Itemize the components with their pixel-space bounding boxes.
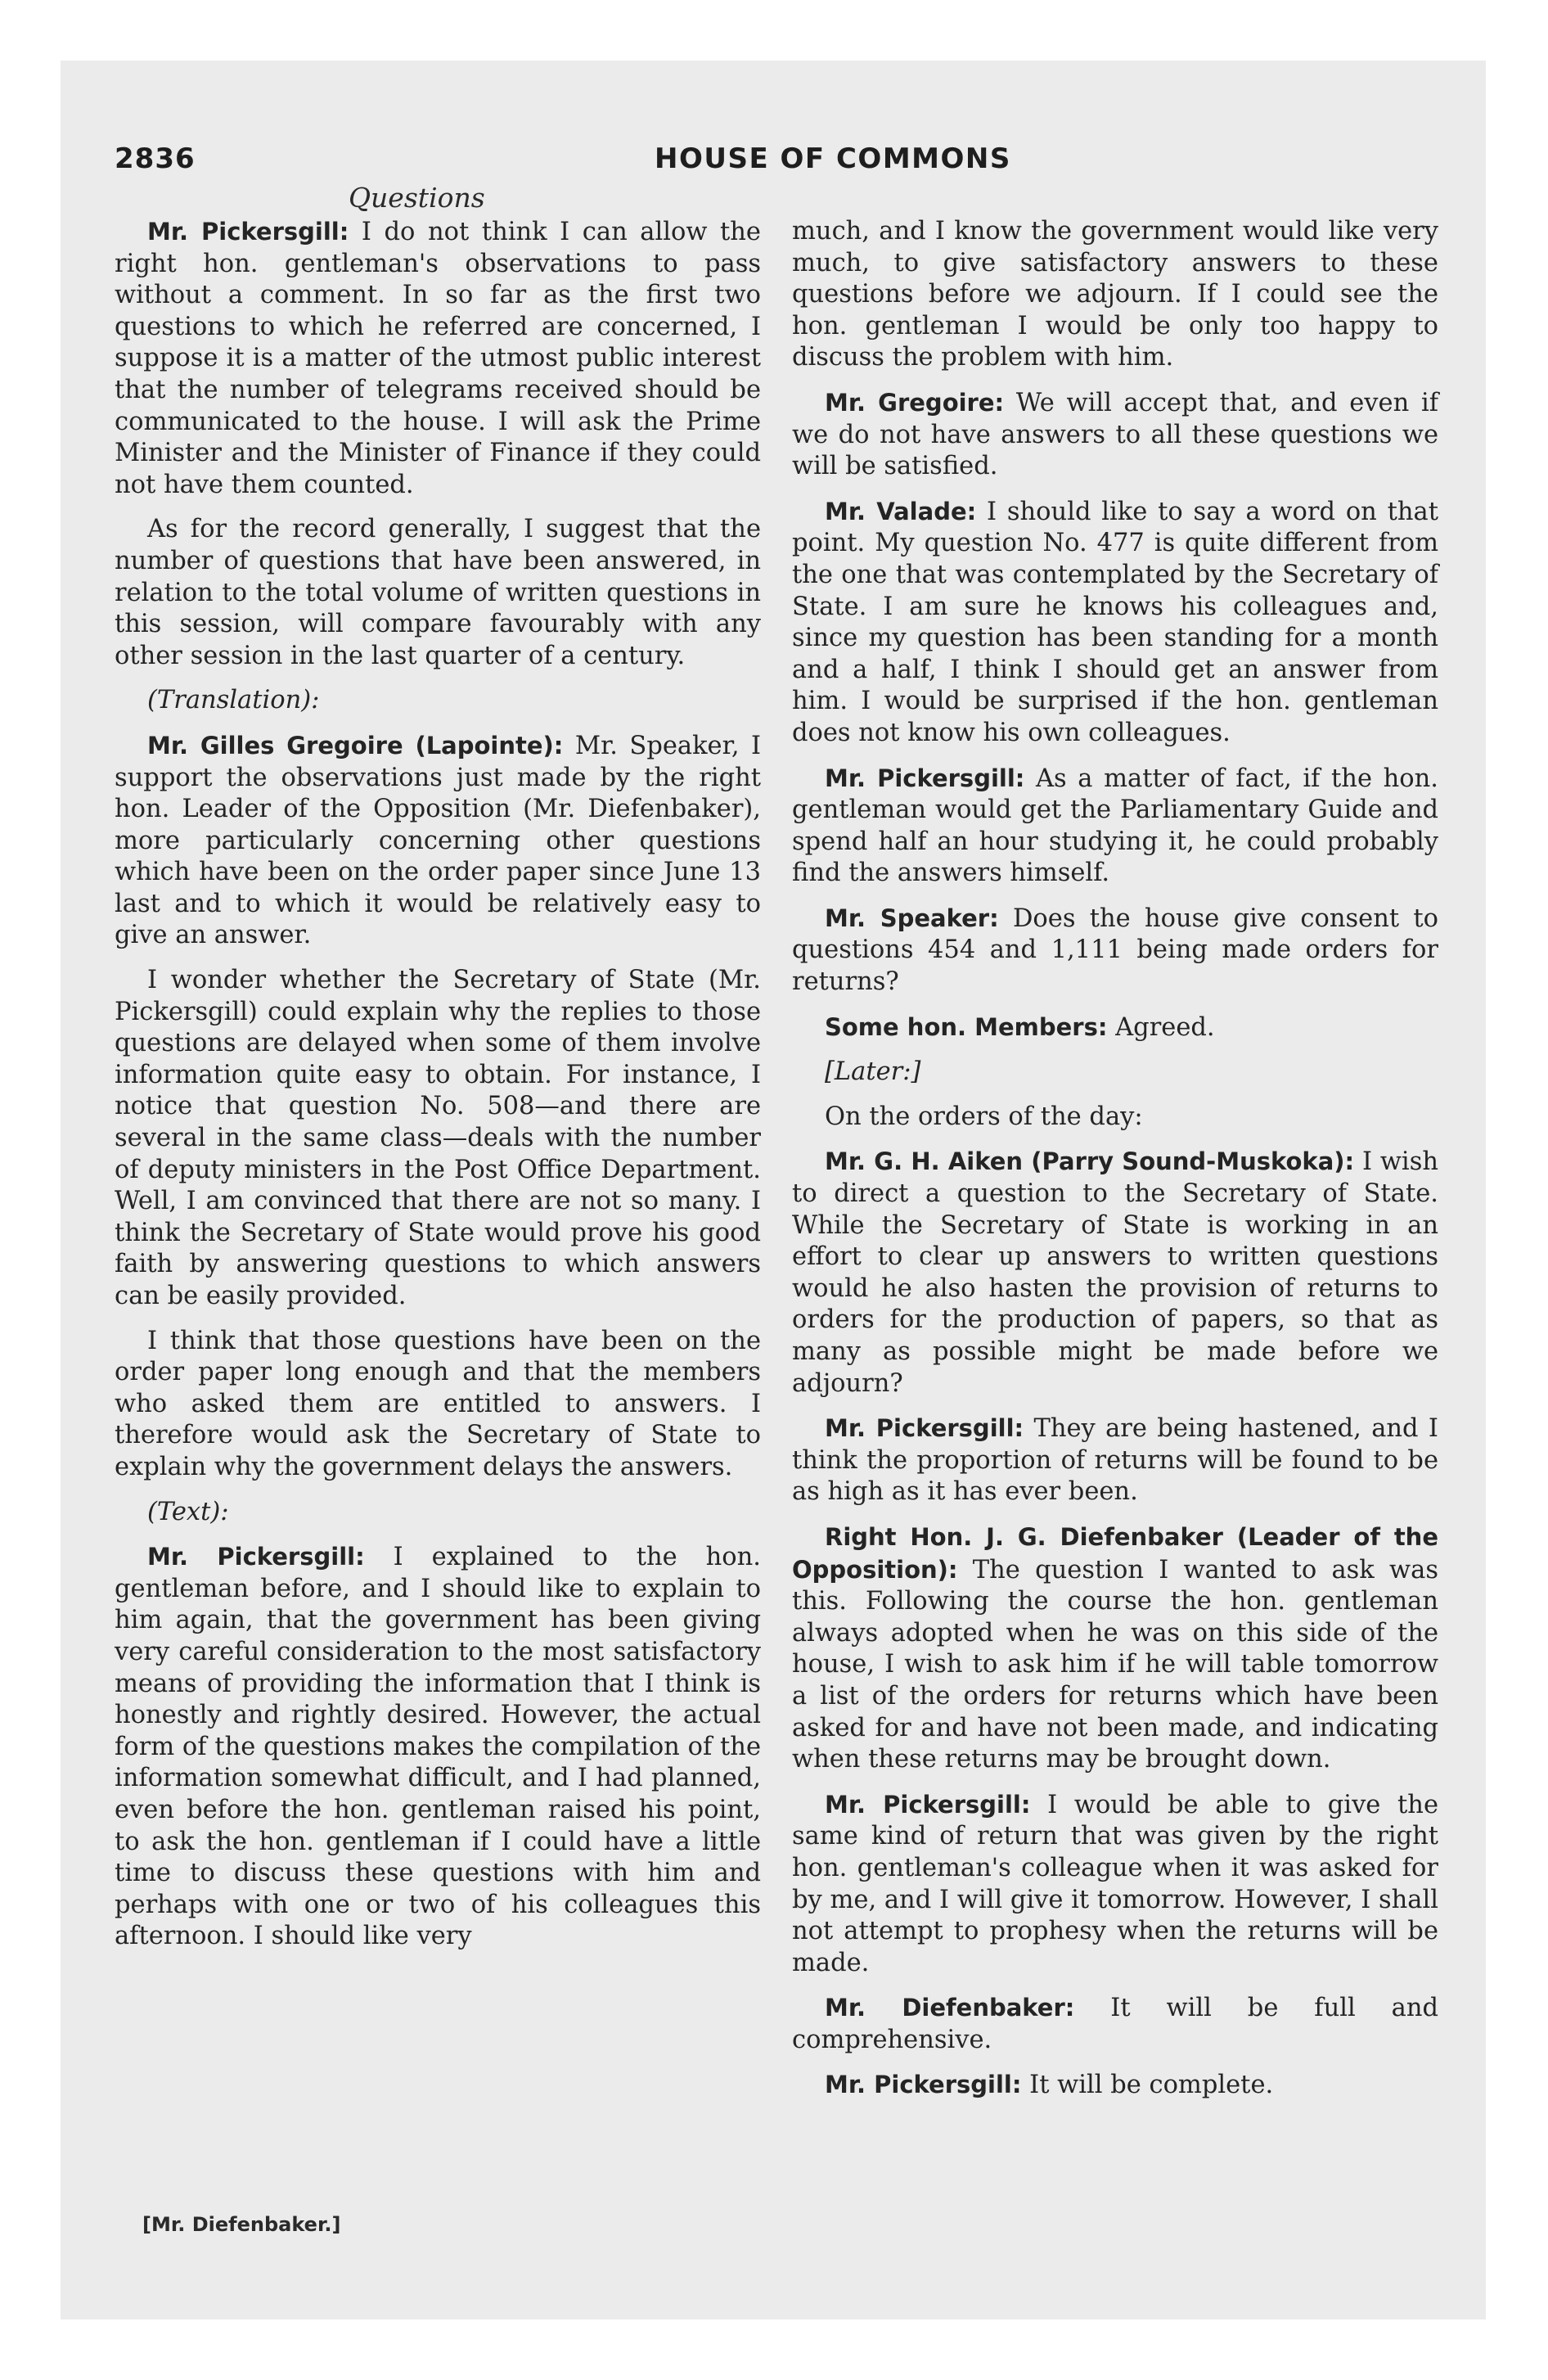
speech-text: It will be full and comprehensive. [792, 1994, 1438, 2054]
speech-text: On the orders of the day: [825, 1102, 1143, 1131]
speaker-name: Mr. Speaker: [825, 904, 999, 932]
page-number: 2836 [115, 142, 196, 175]
speech-paragraph [115, 1541, 761, 1953]
section-title: Questions [349, 182, 485, 214]
speech-paragraph [792, 903, 1438, 998]
speaker-name: Mr. Pickersgill: [825, 2071, 1022, 2099]
speech-paragraph [115, 965, 761, 1313]
speech-text: I wish to direct a question to the Secretary of State. While the Secretary of State is working in an effort to clear up answers to written questions would he also hasten the provision of returns to orders for the production of papers, so that as many as possible might be made before we adjourn? [792, 1147, 1438, 1398]
speech-text: As a matter of fact, if the hon. gentleman would get the Parliamentary Guide and spend half an hour studying it, he could probably find the answers himself. [792, 764, 1438, 888]
language-cue: [Later:] [825, 1057, 921, 1087]
speech-text: The question I wanted to ask was this. Following the course the hon. gentleman always adopted when he was on this side of the house, I wish to ask him if he will table tomorrow a list of the orders for returns which have been asked for and have not been made, and indicating when these returns may be brought down. [792, 1555, 1438, 1774]
speech-text: I think that those questions have been on the order paper long enough and that the members who asked them are entitled to answers. I therefore would ask the Secretary of State to explain why the government delays the answers. [115, 1326, 761, 1481]
speaker-name: Mr. Gregoire: [825, 388, 1005, 417]
speech-text: I do not think I can allow the right hon. gentleman's observations to pass without a comment. In so far as the first two questions to which he referred are concerned, I suppose it is a matter of the utmost public interest that the number of telegrams received should be communicated to the house. I will ask the Prime Minister and the Minister of Finance if they could not have them counted. [115, 218, 761, 499]
speech-text: As for the record generally, I suggest that the number of questions that have been answered, in relation to the total volume of written questions in this session, will compare favourably with any other session in the last quarter of a century. [115, 515, 761, 670]
speech-paragraph [792, 1146, 1438, 1400]
speech-paragraph [792, 1012, 1438, 1044]
language-cue: (Text): [147, 1497, 229, 1526]
speech-paragraph [792, 2069, 1438, 2102]
speech-text: We will accept that, and even if we do not have answers to all these questions we will be satisfied. [792, 388, 1438, 481]
speech-paragraph [115, 514, 761, 672]
speech-paragraph [792, 496, 1438, 750]
speaker-name: Some hon. Members: [825, 1012, 1108, 1041]
speech-paragraph [792, 1102, 1438, 1134]
speaker-name: Right Hon. J. G. Diefenbaker (Leader of the Opposition): [792, 1522, 1438, 1584]
speaker-name: Mr. Pickersgill: [825, 764, 1025, 792]
speech-text: I would be able to give the same kind of return that was given by the right hon. gentleman's colleague when it was asked for by me, and I will give it tomorrow. However, I shall not attempt to prophesy when the returns will be made. [792, 1790, 1438, 1977]
language-cue: (Translation): [147, 686, 320, 715]
speech-text: They are being hastened, and I think the proportion of returns will be found to be as high as it has ever been. [792, 1414, 1438, 1507]
speech-paragraph [792, 1992, 1438, 2056]
speech-text: Agreed. [1115, 1012, 1215, 1042]
speech-paragraph [792, 216, 1438, 374]
speech-paragraph [792, 1521, 1438, 1776]
speech-text: much, and I know the government would like very much, to give satisfactory answers to these questions before we adjourn. If I could see the hon. gentleman I would be only too happy to discuss the problem with him. [792, 217, 1438, 372]
right-column [792, 216, 1438, 2115]
speech-paragraph [115, 1326, 761, 1484]
speech-paragraph [792, 1413, 1438, 1508]
speech-paragraph [792, 763, 1438, 890]
speech-text: It will be complete. [1029, 2071, 1274, 2100]
speaker-name: Mr. G. H. Aiken (Parry Sound-Muskoka): [825, 1147, 1355, 1176]
speech-paragraph [792, 1789, 1438, 1980]
speech-paragraph [115, 216, 761, 501]
running-head [115, 142, 1440, 192]
speech-text: Mr. Speaker, I support the observations just made by the right hon. Leader of the Opposition (Mr. Diefenbaker), more particularly concerning other questions which have been on the order paper since June 13 last and to which it would be relatively easy to give an answer. [115, 731, 762, 950]
speaker-name: Mr. Valade: [825, 497, 977, 525]
speaker-name: Mr. Diefenbaker: [825, 1994, 1075, 2022]
speech-paragraph [115, 730, 761, 952]
speech-text: I wonder whether the Secretary of State (Mr. Pickersgill) could explain why the replies to those questions are delayed when some of them involve information quite easy to obtain. For instance, I notice that question No. 508—and there are several in the same class—deals with the number of deputy ministers in the Post Office Department. Well, I am convinced that there are not so many. I think the Secretary of State would prove his good faith by answering questions to which answers can be easily provided. [115, 966, 761, 1310]
speaker-name: Mr. Pickersgill: [147, 218, 349, 246]
speech-text: I should like to say a word on that point. My question No. 477 is quite different from the one that was contemplated by the Secretary of State. I am sure he knows his colleagues and, since my question has been standing for a month and a half, I think I should get an answer from him. I would be surprised if the hon. gentleman does not know his own colleagues. [792, 497, 1438, 747]
speech-text: I explained to the hon. gentleman before, and I should like to explain to him again, that the government has been giving very careful consideration to the most satisfactory means of providing the information that I think is honestly and rightly desired. However, the actual form of the questions makes the compilation of the information somewhat difficult, and I had planned, even before the hon. gentleman raised his point, to ask the hon. gentleman if I could have a little time to discuss these questions with him and perhaps with one or two of his colleagues this afternoon. I should like very [115, 1543, 761, 1951]
document-page [61, 61, 1486, 2319]
speech-paragraph [792, 387, 1438, 483]
left-column [115, 216, 761, 1966]
speaker-name: Mr. Pickersgill: [147, 1543, 365, 1571]
speech-text: Does the house give consent to questions 454 and 1,111 being made orders for returns? [792, 904, 1438, 997]
journal-title: HOUSE OF COMMONS [655, 142, 1011, 175]
speaker-name: Mr. Pickersgill: [825, 1790, 1031, 1819]
speaker-name: Mr. Gilles Gregoire (Lapointe): [147, 731, 564, 760]
speaker-name: Mr. Pickersgill: [825, 1414, 1024, 1443]
footer-note: [Mr. Diefenbaker.] [142, 2213, 341, 2236]
